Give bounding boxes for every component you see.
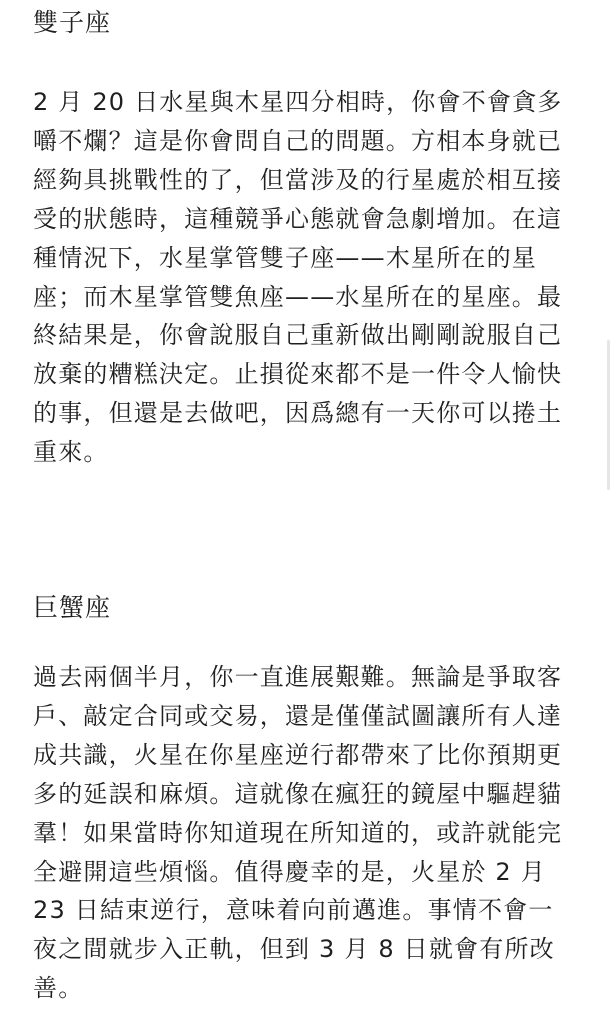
scrollbar[interactable] xyxy=(607,340,610,490)
text-line: 戶、敲定合同或交易，還是僅僅試圖讓所有人達 xyxy=(33,701,563,730)
text-line: 夜之間就步入正軌，但到 3 月 8 日就會有所改 xyxy=(33,935,555,964)
text-line: 終結果是，你會說服自己重新做出剛剛說服自己 xyxy=(33,321,563,350)
text-line: 種情況下，水星掌管雙子座——木星所在的星 xyxy=(33,243,537,272)
cancer-paragraph xyxy=(33,658,593,1008)
gemini-paragraph xyxy=(33,83,593,472)
text-line: 全避開這些煩惱。值得慶幸的是，火星於 2 月 xyxy=(33,857,546,886)
text-line: 嚼不爛？這是你會問自己的問題。方相本身就已 xyxy=(33,126,563,155)
text-line: 受的狀態時，這種競爭心態就會急劇增加。在這 xyxy=(33,204,563,233)
text-line: 經夠具挑戰性的了，但當涉及的行星處於相互接 xyxy=(33,165,563,194)
text-line: 2 月 20 日水星與木星四分相時，你會不會貪多 xyxy=(33,88,563,116)
text-line: 重來。 xyxy=(33,438,109,467)
section-title-gemini: 雙子座 xyxy=(33,8,112,37)
text-line: 多的延誤和麻煩。這就像在瘋狂的鏡屋中驅趕貓 xyxy=(33,779,563,808)
text-line: 座；而木星掌管雙魚座——水星所在的星座。最 xyxy=(33,282,563,311)
section-title-cancer: 巨蟹座 xyxy=(33,593,112,622)
text-line: 的事，但還是去做吧，因爲總有一天你可以捲土 xyxy=(33,399,563,428)
text-line: 過去兩個半月，你一直進展艱難。無論是爭取客 xyxy=(33,663,563,691)
text-line: 放棄的糟糕決定。止損從來都不是一件令人愉快 xyxy=(33,360,563,389)
text-line: 23 日結束逆行，意味着向前邁進。事情不會一 xyxy=(33,896,554,925)
text-line: 羣！如果當時你知道現在所知道的，或許就能完 xyxy=(33,818,563,847)
text-line: 成共識，火星在你星座逆行都帶來了比你預期更 xyxy=(33,740,563,769)
text-line: 善。 xyxy=(33,974,84,1003)
